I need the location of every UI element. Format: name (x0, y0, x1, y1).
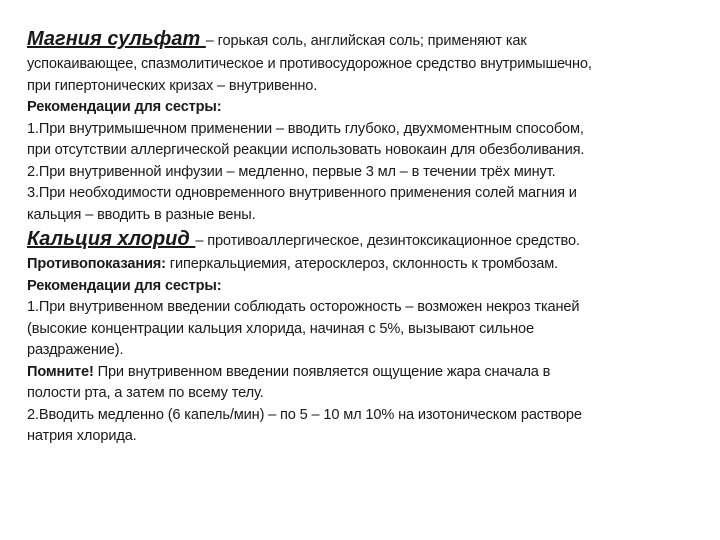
calcium-contra-text: гиперкальциемия, атеросклероз, склонность к тромбозам. (165, 256, 559, 272)
magnesium-intro-line-1 (27, 26, 695, 54)
magnesium-rec-line-3: 2.При внутривенной инфузии – медленно, первые 3 мл – в течении трёх минут. (27, 163, 556, 180)
calcium-rec-line-2: (высокие концентрации кальция хлорида, начиная с 5%, вызывают сильное (27, 320, 534, 337)
magnesium-title: Магния сульфат (27, 28, 206, 50)
calcium-rec-heading: Рекомендации для сестры: (27, 277, 222, 294)
calcium-final-line-2: натрия хлорида. (27, 428, 137, 444)
calcium-intro-line (27, 226, 695, 254)
magnesium-intro-line-3: при гипертонических кризах – внутривенно. (27, 77, 318, 94)
calcium-remember-line-2: полости рта, а затем по всему телу. (27, 385, 264, 401)
magnesium-rec-line-4: 3.При необходимости одновременного внутривенного применения солей магния и (27, 185, 577, 201)
calcium-rec-line-3: раздражение). (27, 342, 124, 358)
magnesium-intro-line-2: успокаивающее, спазмолитическое и противосудорожное средство внутримышечно, (27, 56, 592, 72)
calcium-title: Кальция хлорид (27, 228, 196, 250)
calcium-contra-label: Противопоказания: (27, 256, 166, 272)
calcium-remember-label: Помните! (27, 363, 94, 380)
calcium-rec-line-1: 1.При внутривенном введении соблюдать осторожность – возможен некроз тканей (27, 299, 580, 315)
calcium-remember-line-1 (27, 362, 695, 384)
calcium-remember-text: При внутривенном введении появляется ощущение жара сначала в (93, 363, 551, 380)
calcium-contra-line (27, 254, 695, 276)
magnesium-rec-line-5: кальция – вводить в разные вены. (27, 206, 256, 223)
magnesium-rec-line-1: 1.При внутримышечном применении – вводить глубоко, двухмоментным способом, (27, 120, 584, 137)
magnesium-rec-line-2: при отсутствии аллергической реакции использовать новокаин для обезболивания. (27, 142, 585, 158)
calcium-intro-text: – противоаллергическое, дезинтоксикационное средство. (195, 233, 580, 249)
calcium-final-line-1: 2.Вводить медленно (6 капель/мин) – по 5 – 10 мл 10% на изотоническом растворе (27, 406, 582, 423)
magnesium-rec-heading: Рекомендации для сестры: (27, 99, 222, 115)
slide-content (27, 26, 695, 448)
magnesium-intro-text: – горькая соль, английская соль; применяют как (205, 33, 527, 49)
